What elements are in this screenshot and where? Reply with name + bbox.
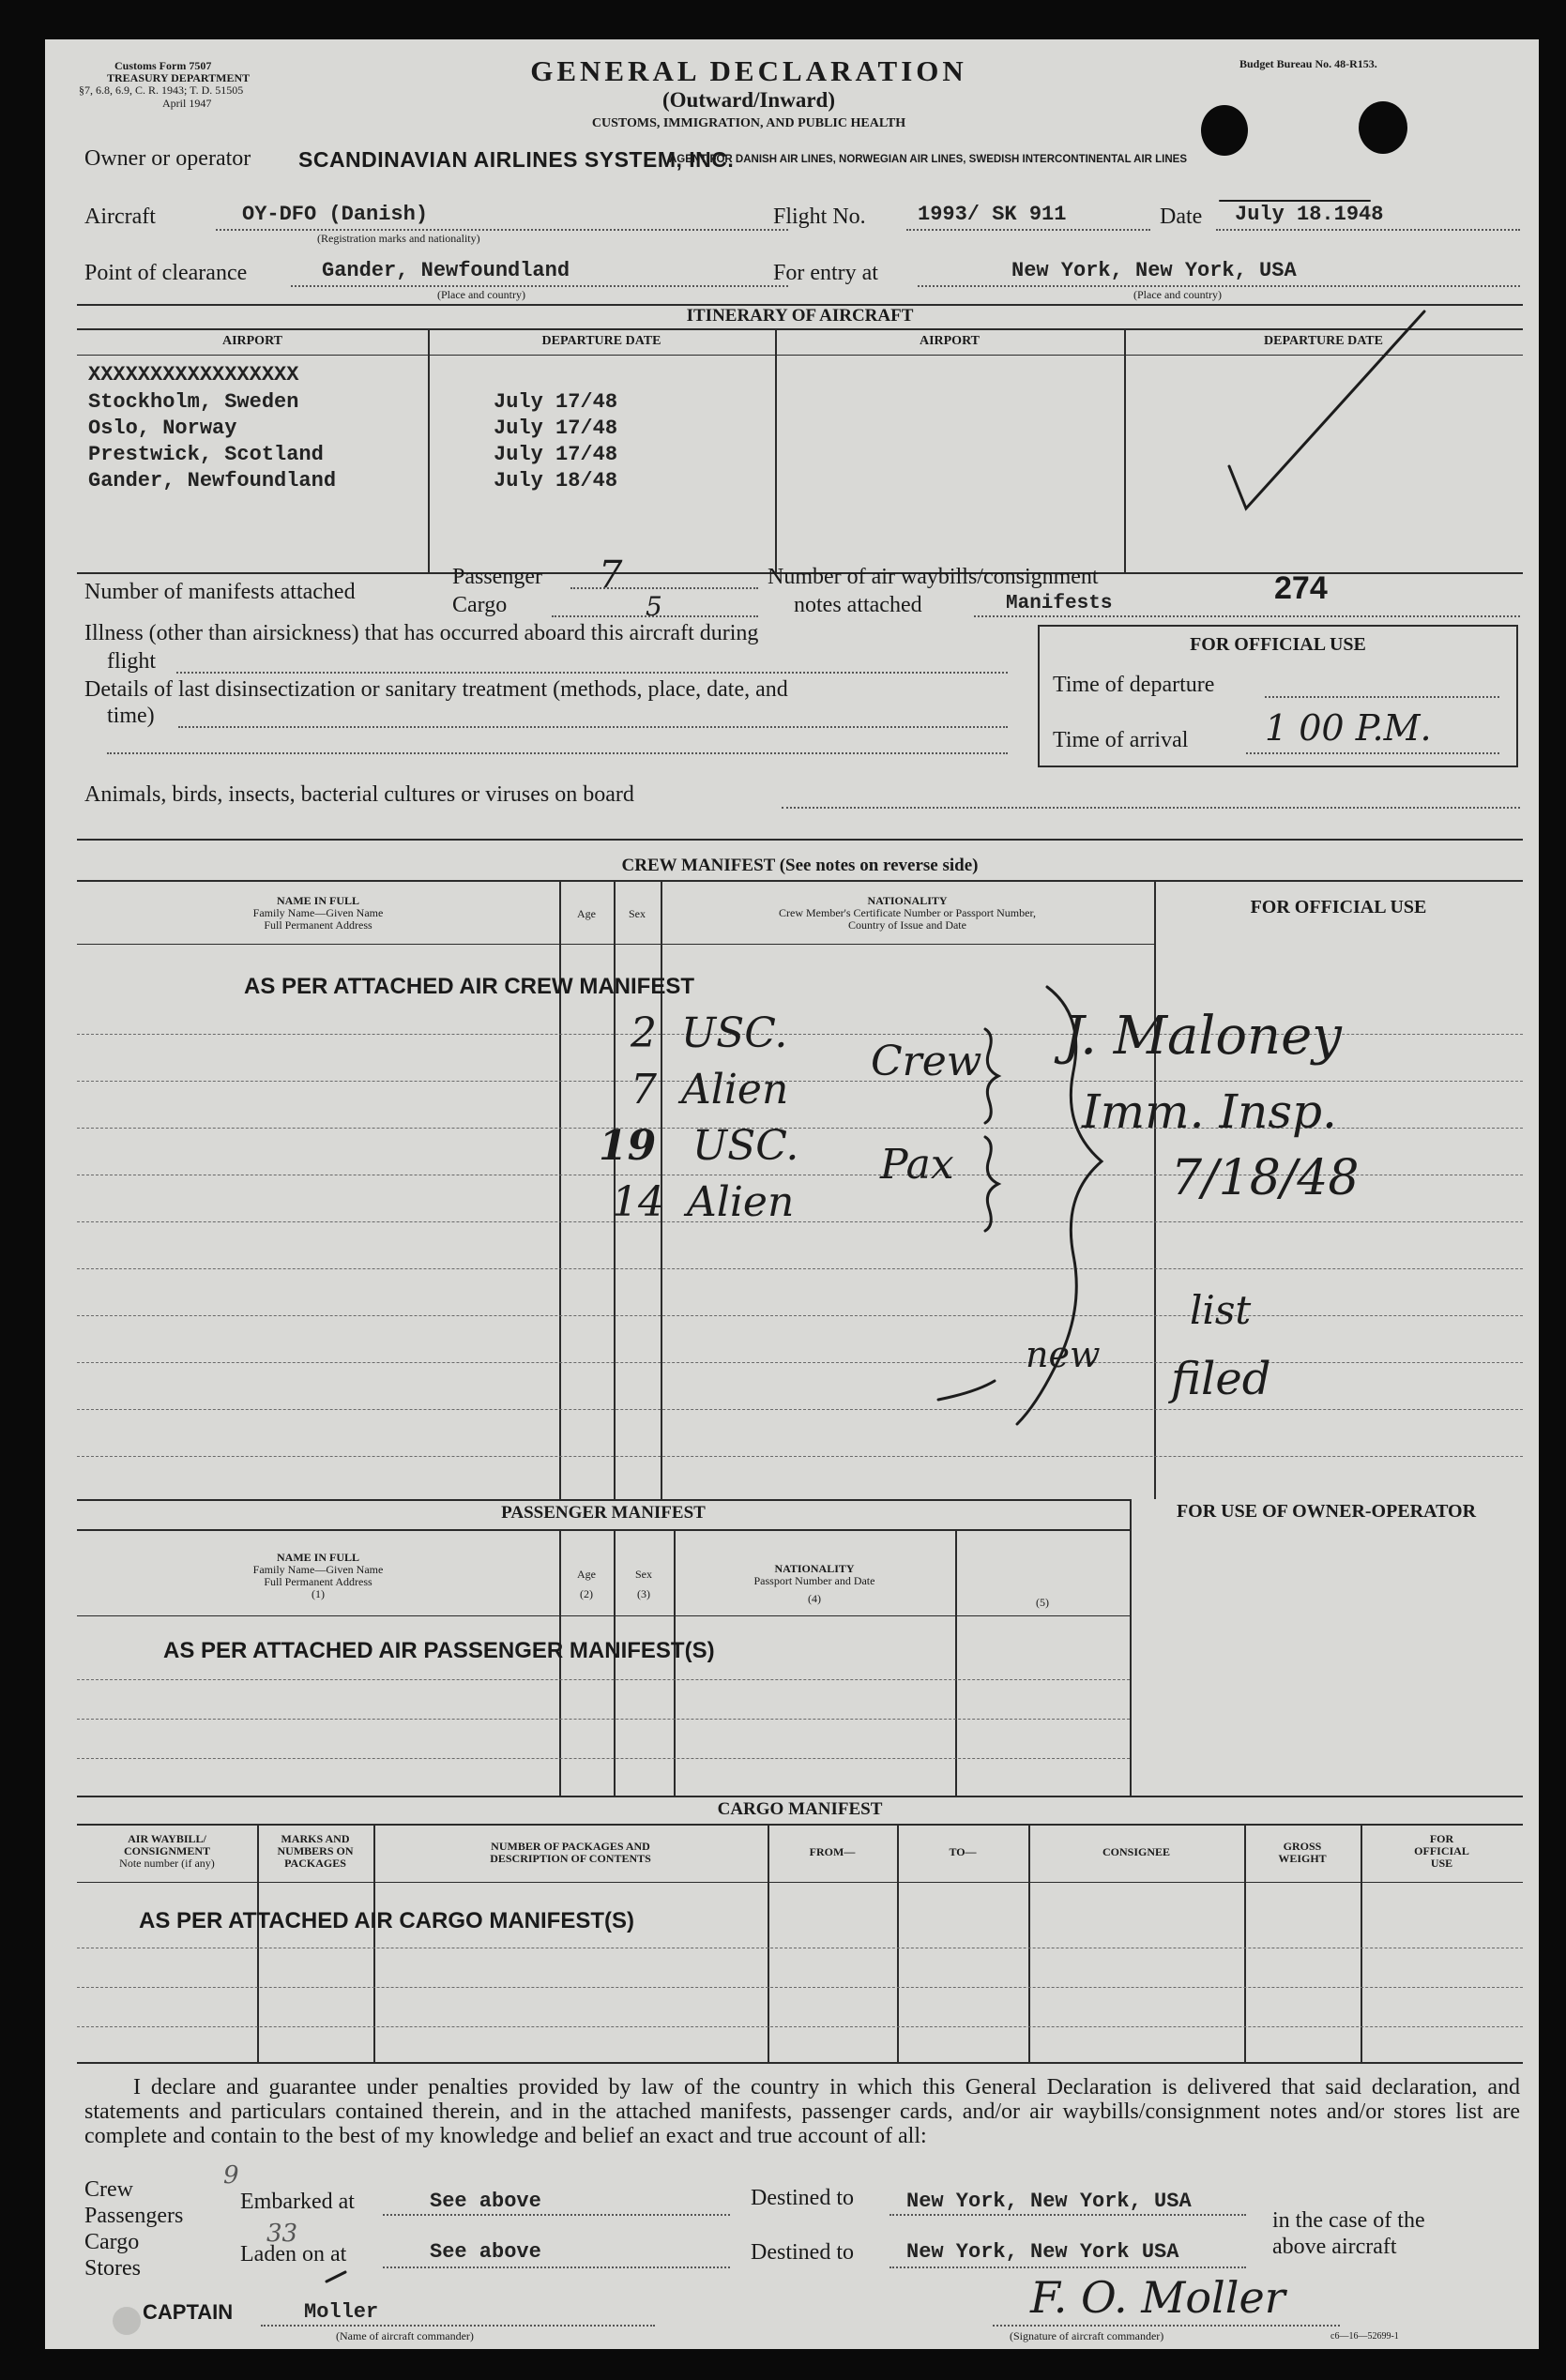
regulation-refs: §7, 6.8, 6.9, C. R. 1943; T. D. 51505 xyxy=(79,83,244,97)
case-text-1: in the case of the xyxy=(1272,2208,1425,2233)
captain-name: Moller xyxy=(304,2300,379,2324)
hand-crew-alien: Alien xyxy=(681,1066,789,1114)
date-label: Date xyxy=(1160,205,1203,229)
crew-col-name: NAME IN FULL Family Name—Given Name Full Permanent Address xyxy=(252,894,384,932)
crew-col-age: Age xyxy=(577,907,596,920)
hand-note-filed: filed xyxy=(1171,1353,1271,1405)
hand-inspector-title: Imm. Insp. xyxy=(1082,1084,1337,1139)
hand-margin-9: 9 xyxy=(223,2161,239,2190)
scribble-stroke xyxy=(327,2272,345,2281)
cargo-note: AS PER ATTACHED AIR CARGO MANIFEST(S) xyxy=(139,1908,634,1933)
embarked-label: Embarked at xyxy=(240,2190,355,2214)
captain-name-caption: (Name of aircraft commander) xyxy=(336,2329,474,2342)
form-title: GENERAL DECLARATION xyxy=(530,54,967,87)
captain-label: CAPTAIN xyxy=(143,2300,234,2324)
flight-value: 1993/ SK 911 xyxy=(918,203,1067,226)
declaration-sheet xyxy=(45,39,1539,2349)
manifest-passenger-value: 7 xyxy=(599,553,623,597)
pax-col-age: Age (2) xyxy=(577,1568,596,1600)
hand-margin-33: 33 xyxy=(266,2220,298,2248)
scribble-stroke xyxy=(938,1381,995,1400)
brace-large xyxy=(1017,987,1102,1424)
crew-col-official: FOR OFFICIAL USE xyxy=(1250,897,1427,917)
pax-col-5: (5) xyxy=(1036,1596,1049,1609)
cargo-col-official: FOR OFFICIAL USE xyxy=(1414,1832,1469,1870)
captain-signature-caption: (Signature of aircraft commander) xyxy=(1010,2329,1164,2342)
official-use-title: FOR OFFICIAL USE xyxy=(1190,634,1366,655)
itin-col-airport-2: AIRPORT xyxy=(919,334,981,348)
cargo-col-marks: MARKS AND NUMBERS ON PACKAGES xyxy=(277,1832,354,1870)
hand-inspector-signature: J. Maloney xyxy=(1063,1006,1342,1067)
waybills-label: Number of air waybills/consignment xyxy=(768,565,1099,589)
arrival-time-label: Time of arrival xyxy=(1053,728,1189,752)
destined-value-1: New York, New York, USA xyxy=(906,2190,1192,2213)
crew-col-sex: Sex xyxy=(629,907,646,920)
itin-row-date: July 17/48 xyxy=(494,390,618,414)
pax-col-nationality: NATIONALITY Passport Number and Date (4) xyxy=(753,1562,875,1605)
case-text-2: above aircraft xyxy=(1272,2235,1397,2259)
declaration-items: Crew Passengers Cargo Stores xyxy=(84,2177,184,2281)
passenger-title: PASSENGER MANIFEST xyxy=(501,1503,706,1523)
waybills-typed: Manifests xyxy=(1006,593,1113,614)
manifests-label: Number of manifests attached xyxy=(84,580,356,604)
clearance-value: Gander, Newfoundland xyxy=(322,259,570,282)
crew-title: CREW MANIFEST (See notes on reverse side) xyxy=(621,856,979,875)
pax-col-sex: Sex (3) xyxy=(635,1568,652,1600)
hand-crew-group: Crew xyxy=(871,1038,982,1085)
hand-note-new: new xyxy=(1026,1334,1101,1375)
destined-value-2: New York, New York USA xyxy=(906,2240,1179,2264)
cargo-col-packages: NUMBER OF PACKAGES AND DESCRIPTION OF CONTENTS xyxy=(490,1840,651,1865)
arrival-time-value: 1 00 P.M. xyxy=(1265,707,1432,749)
entry-label: For entry at xyxy=(773,261,878,285)
manifest-passenger-label: Passenger xyxy=(452,565,542,589)
owner-value: SCANDINAVIAN AIRLINES SYSTEM, INC. xyxy=(298,147,735,172)
aircraft-label: Aircraft xyxy=(84,205,156,229)
cargo-col-gross: GROSS WEIGHT xyxy=(1278,1840,1327,1865)
checkmark-stroke xyxy=(1229,311,1424,508)
aircraft-caption: (Registration marks and nationality) xyxy=(317,232,480,245)
cargo-col-waybill: AIR WAYBILL/ CONSIGNMENT Note number (if any) xyxy=(119,1832,215,1870)
disinsect-label: Details of last disinsectization or sanitary treatment (methods, place, date, and xyxy=(84,677,788,702)
hand-crew-alien-count: 7 xyxy=(631,1066,657,1114)
aircraft-value: OY-DFO (Danish) xyxy=(242,203,429,226)
pax-col-name: NAME IN FULL Family Name—Given Name Full Permanent Address (1) xyxy=(252,1551,384,1600)
hand-crew-usc: USC. xyxy=(681,1009,788,1057)
hand-note-list: list xyxy=(1190,1287,1252,1333)
itin-col-airport-1: AIRPORT xyxy=(221,334,283,348)
budget-number: Budget Bureau No. 48-R153. xyxy=(1239,57,1377,70)
illness-label-2: flight xyxy=(107,649,156,674)
embarked-value: See above xyxy=(430,2190,541,2213)
crew-col-nationality: NATIONALITY Crew Member's Certificate Number or Passport Number, Country of Issue and Date xyxy=(779,894,1036,932)
manifest-cargo-label: Cargo xyxy=(452,593,508,617)
hand-pax-alien: Alien xyxy=(687,1178,795,1226)
clearance-caption: (Place and country) xyxy=(437,288,525,301)
date-value: July 18.1948 xyxy=(1235,203,1384,226)
form-date: April 1947 xyxy=(162,97,212,110)
cargo-col-consignee: CONSIGNEE xyxy=(1102,1845,1171,1858)
waybills-count: 274 xyxy=(1274,570,1328,606)
entry-value: New York, New York, USA xyxy=(1011,259,1297,282)
itinerary-title: ITINERARY OF AIRCRAFT xyxy=(686,306,914,326)
crew-note: AS PER ATTACHED AIR CREW MANIFEST xyxy=(244,974,694,999)
form-subtitle: (Outward/Inward) xyxy=(661,88,835,112)
flight-label: Flight No. xyxy=(773,205,866,229)
captain-signature: F. O. Moller xyxy=(1030,2272,1285,2323)
itin-row-date: July 17/48 xyxy=(494,417,618,440)
brace-crew xyxy=(985,1029,998,1123)
passenger-note: AS PER ATTACHED AIR PASSENGER MANIFEST(S) xyxy=(163,1638,715,1663)
laden-label: Laden on at xyxy=(240,2242,347,2266)
destined-label-2: Destined to xyxy=(751,2240,854,2265)
cargo-col-to: TO— xyxy=(949,1845,977,1858)
animals-label: Animals, birds, insects, bacterial cultures or viruses on board xyxy=(84,782,634,807)
owner-note: AGENT FOR DANISH AIR LINES, NORWEGIAN AIR LINES, SWEDISH INTERCONTINENTAL AIR LINES xyxy=(669,154,1188,165)
agencies: CUSTOMS, IMMIGRATION, AND PUBLIC HEALTH xyxy=(591,116,906,130)
itin-col-date-2: DEPARTURE DATE xyxy=(1264,334,1383,348)
owner-label: Owner or operator xyxy=(84,146,251,171)
itin-row-airport: XXXXXXXXXXXXXXXXX xyxy=(88,363,299,387)
declaration-text: I declare and guarantee under penalties provided by law of the country in which this General Declaration is delivered that said declaration, and statements and particulars contained therein, and in the attached manifests, passenger cards, and/or air waybills/consignment notes and/or stores list are complete and contain to the best of my knowledge and belief an exact and true account of all: xyxy=(84,2075,1520,2148)
department: TREASURY DEPARTMENT xyxy=(107,71,251,84)
brace-pax xyxy=(985,1137,998,1231)
destined-label-1: Destined to xyxy=(751,2186,854,2210)
itin-row-airport: Oslo, Norway xyxy=(88,417,237,440)
illness-label: Illness (other than airsickness) that has occurred aboard this aircraft during xyxy=(84,621,759,645)
pen-strokes xyxy=(45,39,1539,2349)
hand-pax-usc: USC. xyxy=(692,1122,799,1170)
disinsect-label-2: time) xyxy=(107,704,155,728)
clearance-label: Point of clearance xyxy=(84,261,248,285)
hand-crew-usc-count: 2 xyxy=(631,1009,657,1057)
departure-time-label: Time of departure xyxy=(1053,673,1215,697)
laden-value: See above xyxy=(430,2240,541,2264)
hand-inspection-date: 7/18/48 xyxy=(1171,1150,1360,1206)
print-code: c6—16—52699-1 xyxy=(1330,2331,1399,2342)
cargo-title: CARGO MANIFEST xyxy=(717,1799,883,1819)
hand-pax-group: Pax xyxy=(880,1141,954,1189)
manifest-cargo-value: 5 xyxy=(646,591,662,622)
hand-pax-usc-count: 19 xyxy=(599,1122,657,1170)
form-number: Customs Form 7507 xyxy=(114,59,212,72)
waybills-label-2: notes attached xyxy=(794,593,922,617)
entry-caption: (Place and country) xyxy=(1133,288,1222,301)
hand-pax-alien-count: 14 xyxy=(612,1178,664,1226)
itin-row-date: July 17/48 xyxy=(494,443,618,466)
cargo-col-from: FROM— xyxy=(809,1845,856,1858)
itin-row-airport: Gander, Newfoundland xyxy=(88,469,337,493)
itin-row-date: July 18/48 xyxy=(494,469,618,493)
itin-row-airport: Prestwick, Scotland xyxy=(88,443,324,466)
itin-row-airport: Stockholm, Sweden xyxy=(88,390,299,414)
itin-col-date-1: DEPARTURE DATE xyxy=(541,334,661,348)
owner-operator-use: FOR USE OF OWNER-OPERATOR xyxy=(1176,1501,1477,1522)
